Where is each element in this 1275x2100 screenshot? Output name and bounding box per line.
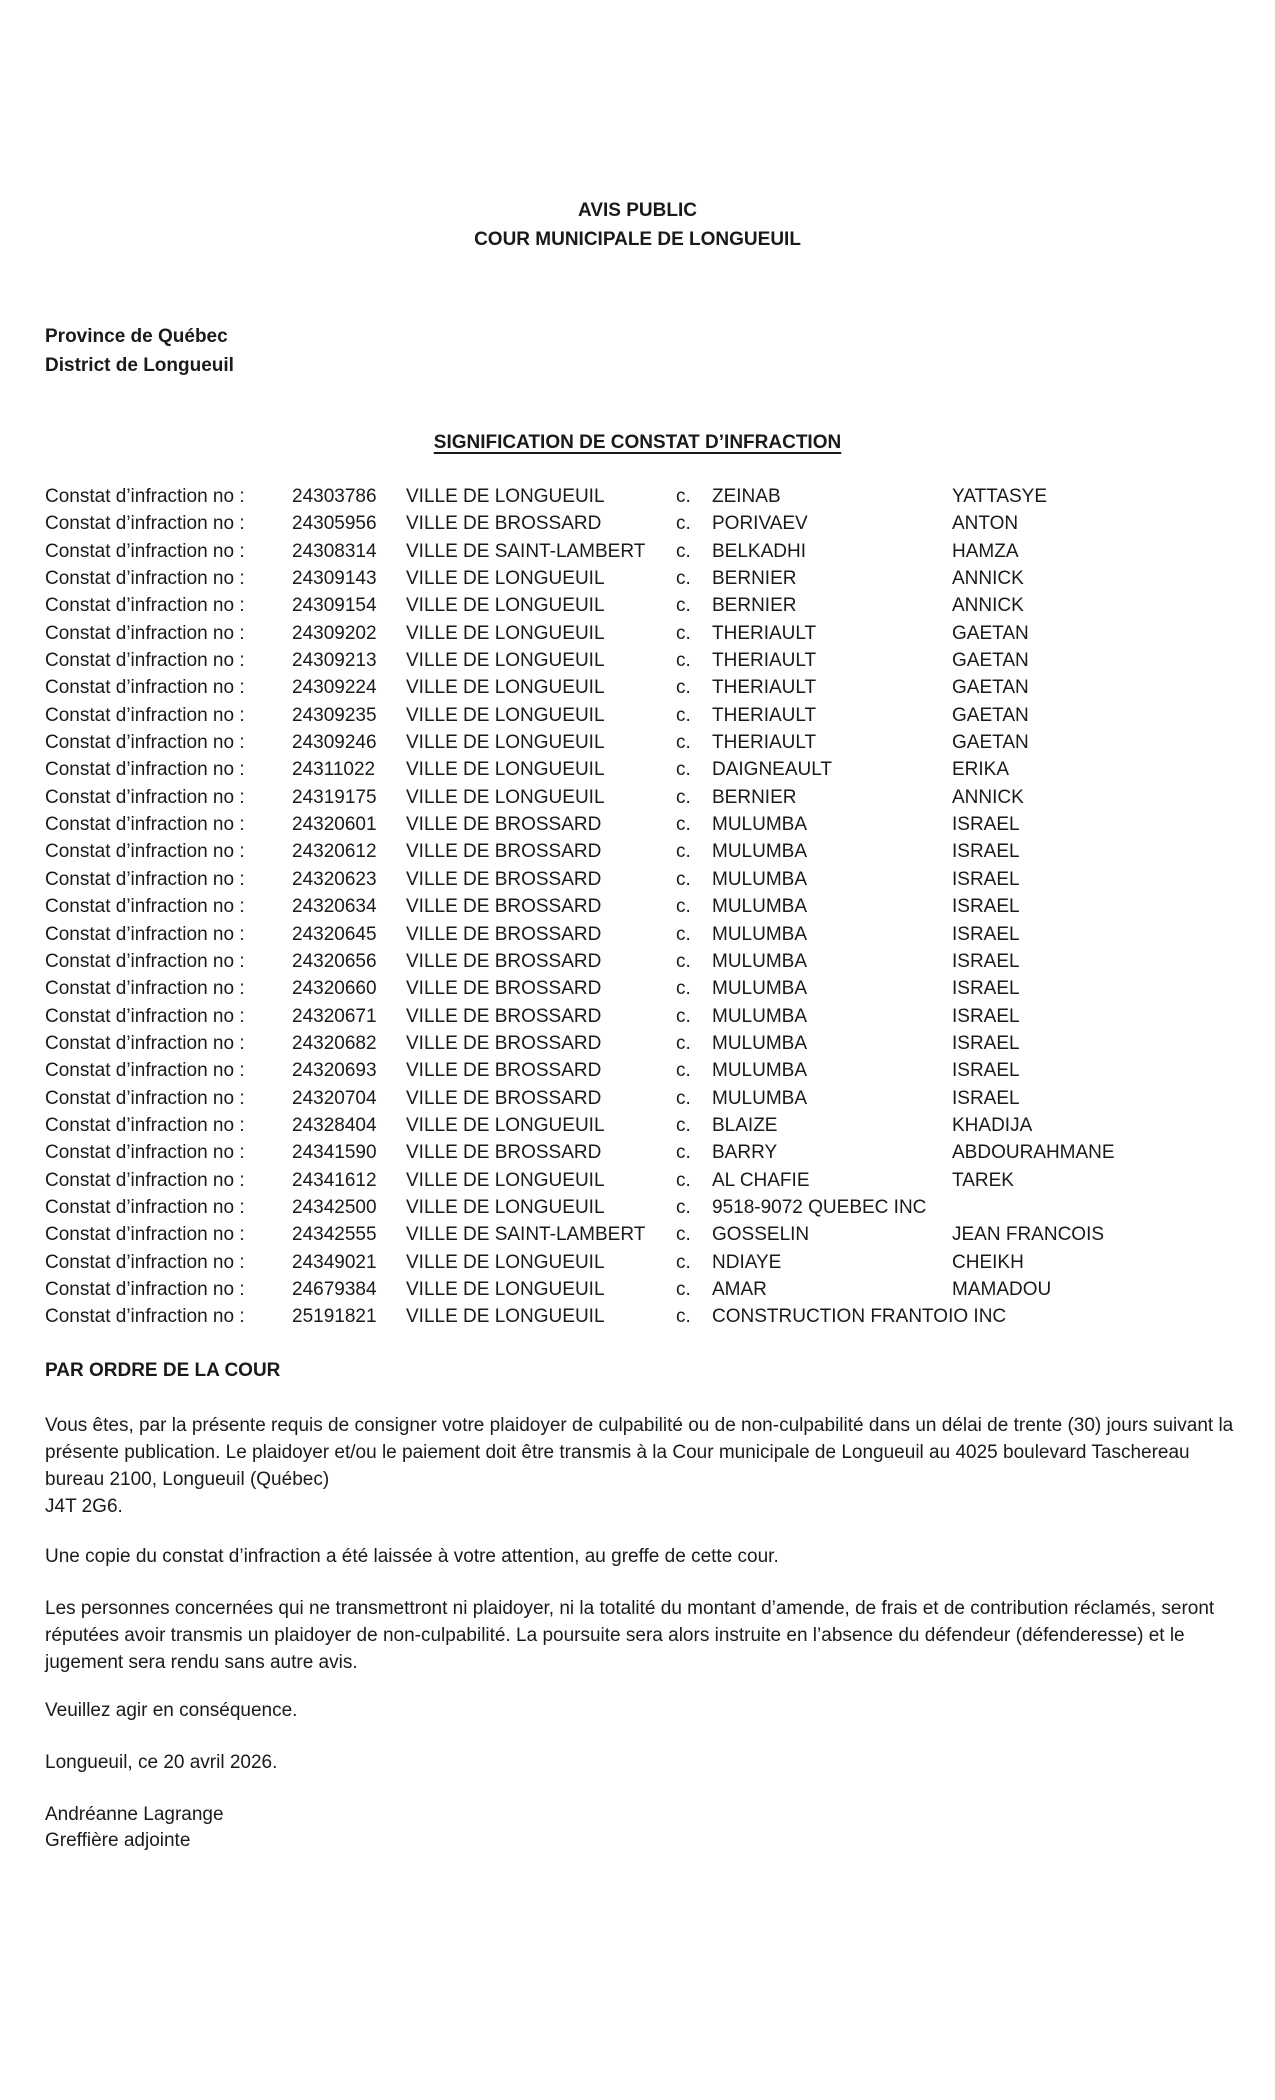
prosecutor-city: VILLE DE LONGUEUIL xyxy=(406,1278,605,1300)
row-label: Constat d’infraction no : xyxy=(45,1114,245,1136)
notice-header-line2: COUR MUNICIPALE DE LONGUEUIL xyxy=(474,229,801,250)
versus-abbrev: c. xyxy=(676,950,691,972)
constat-number: 24320612 xyxy=(292,841,377,863)
versus-abbrev: c. xyxy=(676,1060,691,1082)
copy-notice-paragraph: Une copie du constat d’infraction a été laissée à votre attention, au greffe de cette cour. xyxy=(45,1546,779,1567)
signatory-name: Andréanne Lagrange xyxy=(45,1804,224,1825)
constat-number: 24320682 xyxy=(292,1032,377,1054)
defendant-first-name: ISRAEL xyxy=(952,950,1020,972)
row-label: Constat d’infraction no : xyxy=(45,1306,245,1328)
defendant-last-name: MULUMBA xyxy=(712,841,808,863)
row-label: Constat d’infraction no : xyxy=(45,1087,245,1109)
constat-number: 24309246 xyxy=(292,732,377,754)
versus-abbrev: c. xyxy=(676,786,691,808)
plea-postal-code: J4T 2G6. xyxy=(45,1496,123,1517)
versus-abbrev: c. xyxy=(676,540,691,562)
constat-number: 24349021 xyxy=(292,1251,377,1273)
constat-number: 24303786 xyxy=(292,486,377,507)
table-row xyxy=(45,1197,1255,1224)
table-row xyxy=(45,759,1255,786)
prosecutor-city: VILLE DE LONGUEUIL xyxy=(406,568,605,590)
versus-abbrev: c. xyxy=(676,704,691,726)
defendant-first-name: ABDOURAHMANE xyxy=(952,1142,1115,1164)
versus-abbrev: c. xyxy=(676,1169,691,1191)
row-label: Constat d’infraction no : xyxy=(45,1032,245,1054)
constat-number: 24320601 xyxy=(292,814,377,836)
table-row xyxy=(45,650,1255,677)
table-row xyxy=(45,896,1255,923)
prosecutor-city: VILLE DE BROSSARD xyxy=(406,978,602,1000)
table-row xyxy=(45,595,1255,622)
row-label: Constat d’infraction no : xyxy=(45,759,245,781)
table-row xyxy=(45,951,1255,978)
row-label: Constat d’infraction no : xyxy=(45,732,245,754)
constat-number: 24309202 xyxy=(292,622,377,644)
defendant-first-name: JEAN FRANCOIS xyxy=(952,1224,1105,1246)
defendant-last-name: AL CHAFIE xyxy=(712,1169,810,1191)
prosecutor-city: VILLE DE BROSSARD xyxy=(406,1032,602,1054)
row-label: Constat d’infraction no : xyxy=(45,704,245,726)
defendant-first-name: ISRAEL xyxy=(952,1005,1020,1027)
table-row xyxy=(45,1306,1255,1333)
prosecutor-city: VILLE DE BROSSARD xyxy=(406,1087,602,1109)
row-label: Constat d’infraction no : xyxy=(45,950,245,972)
row-label: Constat d’infraction no : xyxy=(45,486,245,507)
defendant-first-name: ISRAEL xyxy=(952,868,1020,890)
prosecutor-city: VILLE DE BROSSARD xyxy=(406,868,602,890)
constat-number: 24320671 xyxy=(292,1005,377,1027)
row-label: Constat d’infraction no : xyxy=(45,896,245,918)
versus-abbrev: c. xyxy=(676,622,691,644)
constat-number: 24305956 xyxy=(292,513,377,535)
versus-abbrev: c. xyxy=(676,1278,691,1300)
constat-number: 24320634 xyxy=(292,896,377,918)
prosecutor-city: VILLE DE BROSSARD xyxy=(406,841,602,863)
defendant-last-name: BELKADHI xyxy=(712,540,806,562)
row-label: Constat d’infraction no : xyxy=(45,1169,245,1191)
row-label: Constat d’infraction no : xyxy=(45,1224,245,1246)
defendant-last-name: BERNIER xyxy=(712,595,797,617)
signatory-title: Greffière adjointe xyxy=(45,1830,191,1851)
defendant-first-name: ISRAEL xyxy=(952,978,1020,1000)
row-label: Constat d’infraction no : xyxy=(45,1142,245,1164)
prosecutor-city: VILLE DE SAINT-LAMBERT xyxy=(406,1224,646,1246)
table-row xyxy=(45,869,1255,896)
constat-number: 24341590 xyxy=(292,1142,377,1164)
defendant-last-name: THERIAULT xyxy=(712,704,817,726)
constat-number: 24309213 xyxy=(292,650,377,672)
constat-number: 24342500 xyxy=(292,1196,377,1218)
defendant-last-name: THERIAULT xyxy=(712,732,817,754)
prosecutor-city: VILLE DE LONGUEUIL xyxy=(406,486,605,507)
table-row xyxy=(45,787,1255,814)
versus-abbrev: c. xyxy=(676,923,691,945)
prosecutor-city: VILLE DE LONGUEUIL xyxy=(406,622,605,644)
versus-abbrev: c. xyxy=(676,1032,691,1054)
jurisdiction-block xyxy=(45,322,234,380)
row-label: Constat d’infraction no : xyxy=(45,814,245,836)
table-row xyxy=(45,513,1255,540)
defendant-first-name: ANNICK xyxy=(952,568,1024,590)
constat-number: 24320645 xyxy=(292,923,377,945)
constat-number: 24309143 xyxy=(292,568,377,590)
prosecutor-city: VILLE DE LONGUEUIL xyxy=(406,1251,605,1273)
table-row xyxy=(45,1224,1255,1251)
row-label: Constat d’infraction no : xyxy=(45,923,245,945)
versus-abbrev: c. xyxy=(676,1224,691,1246)
district-label: District de Longueuil xyxy=(45,355,234,376)
table-row xyxy=(45,814,1255,841)
prosecutor-city: VILLE DE LONGUEUIL xyxy=(406,786,605,808)
table-row xyxy=(45,623,1255,650)
defendant-last-name: MULUMBA xyxy=(712,1060,808,1082)
constat-number: 25191821 xyxy=(292,1306,377,1328)
table-row xyxy=(45,541,1255,568)
versus-abbrev: c. xyxy=(676,841,691,863)
defendant-first-name: ANNICK xyxy=(952,786,1024,808)
notice-header xyxy=(0,196,1275,254)
defendant-last-name: NDIAYE xyxy=(712,1251,782,1273)
constat-number: 24320656 xyxy=(292,950,377,972)
prosecutor-city: VILLE DE LONGUEUIL xyxy=(406,704,605,726)
defendant-last-name: ZEINAB xyxy=(712,486,781,507)
order-heading: PAR ORDRE DE LA COUR xyxy=(45,1360,281,1381)
defendant-last-name: THERIAULT xyxy=(712,622,817,644)
prosecutor-city: VILLE DE BROSSARD xyxy=(406,814,602,836)
closing-line: Veuillez agir en conséquence. xyxy=(45,1700,298,1721)
defendant-last-name: MULUMBA xyxy=(712,868,808,890)
table-row xyxy=(45,1252,1255,1279)
table-row xyxy=(45,705,1255,732)
defendant-first-name: ERIKA xyxy=(952,759,1010,781)
table-row xyxy=(45,1279,1255,1306)
versus-abbrev: c. xyxy=(676,759,691,781)
versus-abbrev: c. xyxy=(676,1087,691,1109)
prosecutor-city: VILLE DE LONGUEUIL xyxy=(406,1169,605,1191)
table-row xyxy=(45,677,1255,704)
constats-table xyxy=(45,486,1255,1334)
prosecutor-city: VILLE DE BROSSARD xyxy=(406,896,602,918)
default-warning-paragraph: Les personnes concernées qui ne transmettront ni plaidoyer, ni la totalité du montant d’amende, de frais et de contribution réclamés, seront réputées avoir transmis un plaidoyer de non-culpabilité. La poursuite sera alors instruite en l’absence du défendeur (défenderesse) et le jugement sera rendu sans autre avis. xyxy=(45,1598,1215,1673)
versus-abbrev: c. xyxy=(676,1114,691,1136)
defendant-last-name: MULUMBA xyxy=(712,814,808,836)
row-label: Constat d’infraction no : xyxy=(45,1278,245,1300)
constat-number: 24308314 xyxy=(292,540,377,562)
defendant-last-name: MULUMBA xyxy=(712,923,808,945)
versus-abbrev: c. xyxy=(676,486,691,507)
versus-abbrev: c. xyxy=(676,1196,691,1218)
defendant-last-name: MULUMBA xyxy=(712,950,808,972)
row-label: Constat d’infraction no : xyxy=(45,1005,245,1027)
defendant-first-name: ANTON xyxy=(952,513,1019,535)
plea-paragraph xyxy=(45,1412,1250,1520)
defendant-first-name: ANNICK xyxy=(952,595,1024,617)
prosecutor-city: VILLE DE LONGUEUIL xyxy=(406,1114,605,1136)
defendant-first-name: YATTASYE xyxy=(952,486,1048,507)
table-row xyxy=(45,1006,1255,1033)
defendant-last-name: MULUMBA xyxy=(712,1005,808,1027)
table-row xyxy=(45,1115,1255,1142)
row-label: Constat d’infraction no : xyxy=(45,868,245,890)
defendant-first-name: ISRAEL xyxy=(952,1087,1020,1109)
prosecutor-city: VILLE DE BROSSARD xyxy=(406,1142,602,1164)
versus-abbrev: c. xyxy=(676,568,691,590)
constat-number: 24309235 xyxy=(292,704,377,726)
prosecutor-city: VILLE DE LONGUEUIL xyxy=(406,650,605,672)
row-label: Constat d’infraction no : xyxy=(45,1060,245,1082)
row-label: Constat d’infraction no : xyxy=(45,595,245,617)
row-label: Constat d’infraction no : xyxy=(45,841,245,863)
defendant-first-name: CHEIKH xyxy=(952,1251,1024,1273)
defendant-first-name: KHADIJA xyxy=(952,1114,1033,1136)
row-label: Constat d’infraction no : xyxy=(45,622,245,644)
defendant-first-name: GAETAN xyxy=(952,704,1029,726)
versus-abbrev: c. xyxy=(676,896,691,918)
constat-number: 24311022 xyxy=(292,759,376,781)
defendant-last-name: AMAR xyxy=(712,1278,767,1300)
table-row xyxy=(45,924,1255,951)
versus-abbrev: c. xyxy=(676,1005,691,1027)
constat-number: 24341612 xyxy=(292,1169,377,1191)
versus-abbrev: c. xyxy=(676,677,691,699)
defendant-last-name: PORIVAEV xyxy=(712,513,808,535)
constat-number: 24319175 xyxy=(292,786,377,808)
row-label: Constat d’infraction no : xyxy=(45,677,245,699)
defendant-first-name: GAETAN xyxy=(952,650,1029,672)
row-label: Constat d’infraction no : xyxy=(45,540,245,562)
defendant-last-name: MULUMBA xyxy=(712,1032,808,1054)
row-label: Constat d’infraction no : xyxy=(45,513,245,535)
province-label: Province de Québec xyxy=(45,326,228,347)
row-label: Constat d’infraction no : xyxy=(45,786,245,808)
defendant-last-name: BLAIZE xyxy=(712,1114,778,1136)
versus-abbrev: c. xyxy=(676,1142,691,1164)
constat-number: 24342555 xyxy=(292,1224,377,1246)
prosecutor-city: VILLE DE LONGUEUIL xyxy=(406,677,605,699)
row-label: Constat d’infraction no : xyxy=(45,978,245,1000)
versus-abbrev: c. xyxy=(676,595,691,617)
notice-header-line1: AVIS PUBLIC xyxy=(578,200,697,221)
table-row xyxy=(45,1060,1255,1087)
prosecutor-city: VILLE DE BROSSARD xyxy=(406,923,602,945)
prosecutor-city: VILLE DE BROSSARD xyxy=(406,950,602,972)
versus-abbrev: c. xyxy=(676,868,691,890)
defendant-first-name: ISRAEL xyxy=(952,896,1020,918)
prosecutor-city: VILLE DE BROSSARD xyxy=(406,1060,602,1082)
versus-abbrev: c. xyxy=(676,513,691,535)
row-label: Constat d’infraction no : xyxy=(45,568,245,590)
prosecutor-city: VILLE DE SAINT-LAMBERT xyxy=(406,540,646,562)
defendant-first-name: ISRAEL xyxy=(952,1060,1020,1082)
table-row xyxy=(45,486,1255,513)
versus-abbrev: c. xyxy=(676,732,691,754)
versus-abbrev: c. xyxy=(676,814,691,836)
table-row xyxy=(45,978,1255,1005)
defendant-last-name: BERNIER xyxy=(712,568,797,590)
dateline: Longueuil, ce 20 avril 2026. xyxy=(45,1752,278,1773)
versus-abbrev: c. xyxy=(676,650,691,672)
defendant-first-name: MAMADOU xyxy=(952,1278,1052,1300)
defendant-first-name: ISRAEL xyxy=(952,814,1020,836)
defendant-first-name: ISRAEL xyxy=(952,841,1020,863)
constat-number: 24320623 xyxy=(292,868,377,890)
section-title: SIGNIFICATION DE CONSTAT D’INFRACTION xyxy=(433,432,842,453)
table-row xyxy=(45,732,1255,759)
defendant-first-name: ISRAEL xyxy=(952,1032,1020,1054)
plea-text: Vous êtes, par la présente requis de consigner votre plaidoyer de culpabilité ou de non-culpabilité dans un délai de trente (30) jours suivant la présente publication. Le plaidoyer et/ou le paiement doit être transmis à la Cour municipale de Longueuil au 4025 boulevard Taschereau bureau 2100, Longueuil (Québec) xyxy=(45,1415,1234,1490)
defendant-first-name: GAETAN xyxy=(952,622,1029,644)
defendant-first-name: TAREK xyxy=(952,1169,1014,1191)
prosecutor-city: VILLE DE LONGUEUIL xyxy=(406,595,605,617)
constat-number: 24679384 xyxy=(292,1278,377,1300)
versus-abbrev: c. xyxy=(676,1306,691,1328)
prosecutor-city: VILLE DE LONGUEUIL xyxy=(406,1196,605,1218)
prosecutor-city: VILLE DE BROSSARD xyxy=(406,513,602,535)
defendant-first-name: GAETAN xyxy=(952,677,1029,699)
versus-abbrev: c. xyxy=(676,978,691,1000)
defendant-last-name: MULUMBA xyxy=(712,1087,808,1109)
table-row xyxy=(45,1088,1255,1115)
prosecutor-city: VILLE DE LONGUEUIL xyxy=(406,1306,605,1328)
defendant-last-name: BARRY xyxy=(712,1142,778,1164)
table-row xyxy=(45,1033,1255,1060)
row-label: Constat d’infraction no : xyxy=(45,1196,245,1218)
defendant-first-name: ISRAEL xyxy=(952,923,1020,945)
prosecutor-city: VILLE DE BROSSARD xyxy=(406,1005,602,1027)
defendant-last-name: THERIAULT xyxy=(712,677,817,699)
defendant-last-name: CONSTRUCTION FRANTOIO INC xyxy=(712,1306,1007,1328)
defendant-last-name: THERIAULT xyxy=(712,650,817,672)
defendant-last-name: 9518-9072 QUEBEC INC xyxy=(712,1196,927,1218)
table-row xyxy=(45,1142,1255,1169)
constat-number: 24320693 xyxy=(292,1060,377,1082)
table-row xyxy=(45,1170,1255,1197)
table-row xyxy=(45,568,1255,595)
constat-number: 24309154 xyxy=(292,595,377,617)
row-label: Constat d’infraction no : xyxy=(45,650,245,672)
constat-number: 24328404 xyxy=(292,1114,377,1136)
signature-block xyxy=(45,1802,224,1854)
defendant-last-name: BERNIER xyxy=(712,786,797,808)
constat-number: 24320660 xyxy=(292,978,377,1000)
prosecutor-city: VILLE DE LONGUEUIL xyxy=(406,732,605,754)
defendant-first-name: GAETAN xyxy=(952,732,1029,754)
defendant-last-name: MULUMBA xyxy=(712,896,808,918)
constat-number: 24320704 xyxy=(292,1087,377,1109)
defendant-last-name: GOSSELIN xyxy=(712,1224,810,1246)
table-row xyxy=(45,841,1255,868)
versus-abbrev: c. xyxy=(676,1251,691,1273)
prosecutor-city: VILLE DE LONGUEUIL xyxy=(406,759,605,781)
defendant-first-name: HAMZA xyxy=(952,540,1019,562)
defendant-last-name: DAIGNEAULT xyxy=(712,759,833,781)
row-label: Constat d’infraction no : xyxy=(45,1251,245,1273)
defendant-last-name: MULUMBA xyxy=(712,978,808,1000)
constat-number: 24309224 xyxy=(292,677,377,699)
